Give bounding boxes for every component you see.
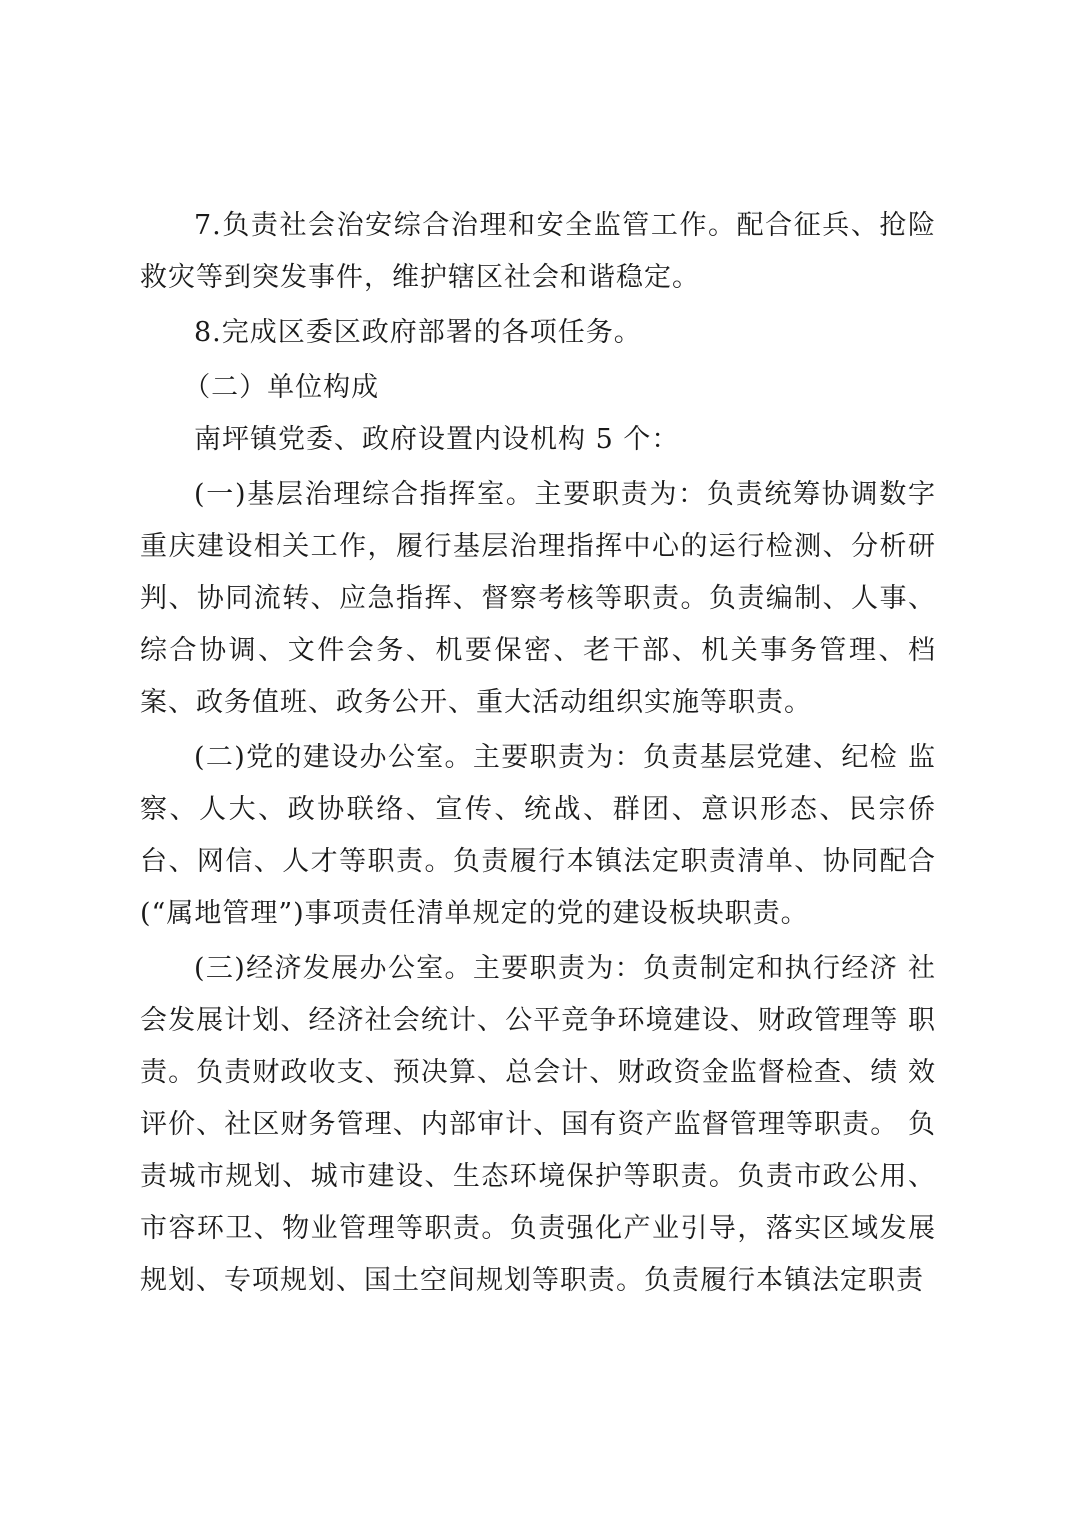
unit-paragraph-2: (二)党的建设办公室。主要职责为：负责基层党建、纪检 监察、人大、政协联络、宣传、统战、群团、意识形态、民宗侨 台、网信、人才等职责。负责履行本镇法定职责清单、协同配合 (“属地管理”)事项责任清单规定的党的建设板块职责。 bbox=[140, 742, 936, 929]
paragraph-item-8: 8.完成区委区政府部署的各项任务。 bbox=[194, 317, 642, 348]
section-intro: 南坪镇党委、政府设置内设机构 5 个： bbox=[194, 424, 680, 455]
unit-paragraph-3: (三)经济发展办公室。主要职责为：负责制定和执行经济 社会发展计划、经济社会统计、公平竞争环境建设、财政管理等 职责。负责财政收支、预决算、总会计、财政资金监督检查、绩 效评价、社区财务管理、内部审计、国有资产监督管理等职责。 负责城市规划、城市建设、生态环境保护等职责。负责市政公用、市容环卫、物业管理等职责。负责强化产业引导，落实区域发展规划、专项规划、国土空间规划等职责。负责履行本镇法定职责 bbox=[140, 953, 936, 1296]
section-heading: （二）单位构成 bbox=[183, 372, 380, 403]
unit-paragraph-1: (一)基层治理综合指挥室。主要职责为：负责统筹协调数字重庆建设相关工作，履行基层治理指挥中心的运行检测、分析研判、协同流转、应急指挥、督察考核等职责。负责编制、人事、综合协调、文件会务、机要保密、老干部、机关事务管理、档案、政务值班、政务公开、重大活动组织实施等职责。 bbox=[140, 479, 936, 718]
document-body bbox=[140, 200, 936, 1310]
paragraph-item-7: 7.负责社会治安综合治理和安全监管工作。配合征兵、抢险救灾等到突发事件，维护辖区社会和谐稳定。 bbox=[140, 210, 936, 293]
